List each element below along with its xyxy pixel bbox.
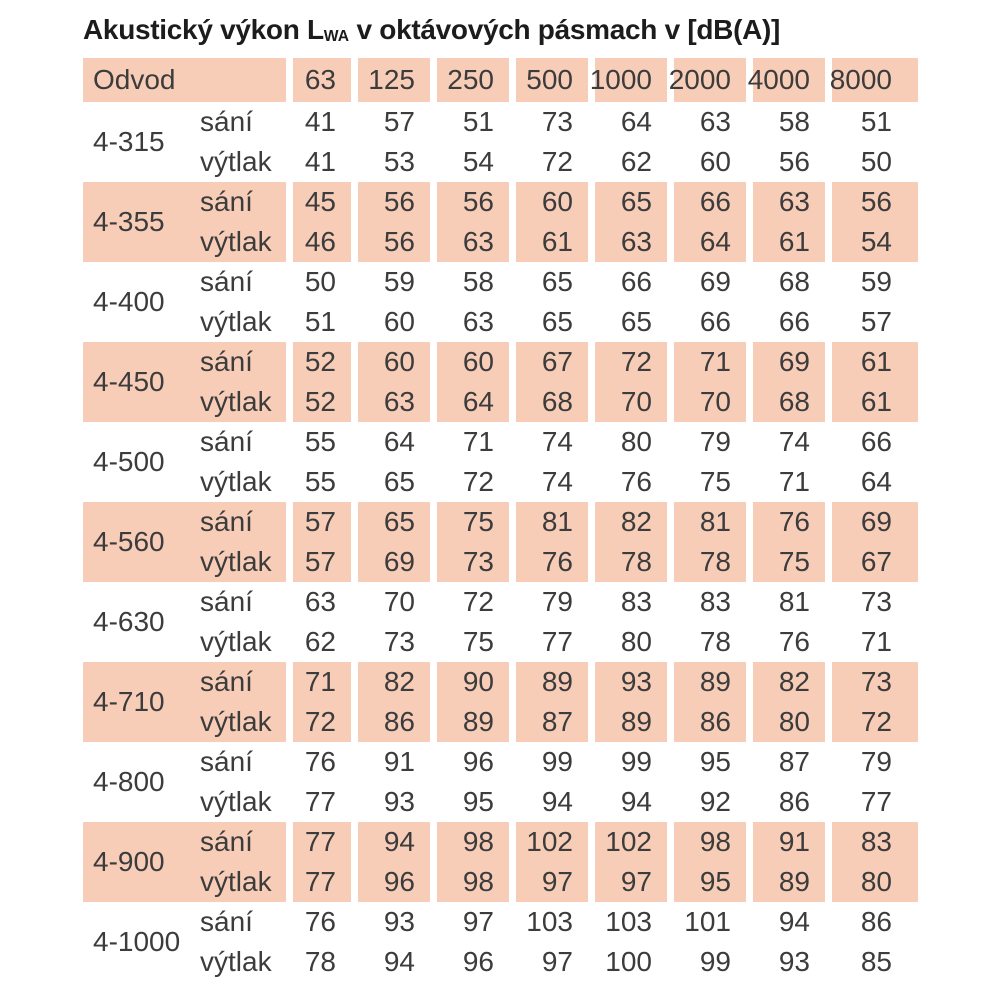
value-cell: 90 (430, 662, 509, 702)
value-cell: 58 (430, 262, 509, 302)
value-cell: 72 (588, 342, 667, 382)
value-cell: 50 (286, 262, 351, 302)
freq-header-cell: 250 (430, 58, 509, 102)
row-type-intake: sání (198, 502, 286, 542)
value-cell: 57 (351, 102, 430, 142)
value-cell: 60 (667, 142, 746, 182)
value-cell: 63 (286, 582, 351, 622)
value-cell: 70 (667, 382, 746, 422)
value-cell: 66 (667, 182, 746, 222)
value-cell: 94 (351, 822, 430, 862)
value-cell: 65 (509, 302, 588, 342)
value-cell: 68 (746, 262, 825, 302)
value-cell: 52 (286, 382, 351, 422)
value-cell: 60 (351, 302, 430, 342)
model-cell: 4-450 (83, 342, 198, 422)
value-cell: 71 (667, 342, 746, 382)
value-cell: 77 (509, 622, 588, 662)
model-cell: 4-800 (83, 742, 198, 822)
value-cell: 63 (430, 302, 509, 342)
value-cell: 87 (509, 702, 588, 742)
value-cell: 86 (667, 702, 746, 742)
value-cell: 95 (667, 742, 746, 782)
value-cell: 75 (430, 502, 509, 542)
value-cell: 60 (509, 182, 588, 222)
value-cell: 81 (667, 502, 746, 542)
value-cell: 75 (430, 622, 509, 662)
value-cell: 63 (588, 222, 667, 262)
value-cell: 72 (430, 582, 509, 622)
model-cell: 4-500 (83, 422, 198, 502)
value-cell: 78 (667, 622, 746, 662)
row-type-intake: sání (198, 262, 286, 302)
value-cell: 82 (351, 662, 430, 702)
row-type-discharge: výtlak (198, 542, 286, 582)
value-cell: 76 (286, 902, 351, 942)
value-cell: 74 (509, 462, 588, 502)
value-cell: 76 (746, 502, 825, 542)
value-cell: 63 (351, 382, 430, 422)
row-type-discharge: výtlak (198, 622, 286, 662)
value-cell: 64 (351, 422, 430, 462)
row-type-intake: sání (198, 582, 286, 622)
value-cell: 61 (746, 222, 825, 262)
model-cell: 4-1000 (83, 902, 198, 982)
value-cell: 76 (509, 542, 588, 582)
freq-header-cell: 500 (509, 58, 588, 102)
value-cell: 83 (825, 822, 918, 862)
value-cell: 62 (588, 142, 667, 182)
value-cell: 73 (430, 542, 509, 582)
value-cell: 64 (430, 382, 509, 422)
value-cell: 81 (746, 582, 825, 622)
value-cell: 58 (746, 102, 825, 142)
value-cell: 57 (825, 302, 918, 342)
value-cell: 46 (286, 222, 351, 262)
value-cell: 79 (825, 742, 918, 782)
value-cell: 64 (825, 462, 918, 502)
value-cell: 65 (588, 302, 667, 342)
value-cell: 86 (825, 902, 918, 942)
row-type-discharge: výtlak (198, 142, 286, 182)
value-cell: 57 (286, 502, 351, 542)
value-cell: 60 (430, 342, 509, 382)
value-cell: 53 (351, 142, 430, 182)
value-cell: 74 (746, 422, 825, 462)
model-cell: 4-900 (83, 822, 198, 902)
value-cell: 65 (588, 182, 667, 222)
value-cell: 92 (667, 782, 746, 822)
value-cell: 61 (825, 342, 918, 382)
row-type-discharge: výtlak (198, 942, 286, 982)
row-type-intake: sání (198, 342, 286, 382)
value-cell: 86 (746, 782, 825, 822)
value-cell: 70 (588, 382, 667, 422)
row-type-intake: sání (198, 742, 286, 782)
value-cell: 66 (667, 302, 746, 342)
acoustic-power-table (83, 58, 918, 982)
value-cell: 50 (825, 142, 918, 182)
value-cell: 72 (286, 702, 351, 742)
row-type-discharge: výtlak (198, 222, 286, 262)
value-cell: 89 (509, 662, 588, 702)
value-cell: 66 (746, 302, 825, 342)
value-cell: 77 (286, 782, 351, 822)
value-cell: 95 (430, 782, 509, 822)
value-cell: 73 (825, 662, 918, 702)
value-cell: 81 (509, 502, 588, 542)
value-cell: 51 (286, 302, 351, 342)
value-cell: 66 (825, 422, 918, 462)
value-cell: 65 (509, 262, 588, 302)
value-cell: 79 (509, 582, 588, 622)
value-cell: 82 (746, 662, 825, 702)
value-cell: 80 (746, 702, 825, 742)
row-type-discharge: výtlak (198, 382, 286, 422)
row-type-discharge: výtlak (198, 302, 286, 342)
model-cell: 4-710 (83, 662, 198, 742)
value-cell: 103 (588, 902, 667, 942)
value-cell: 65 (351, 502, 430, 542)
value-cell: 71 (430, 422, 509, 462)
value-cell: 74 (509, 422, 588, 462)
value-cell: 97 (430, 902, 509, 942)
value-cell: 78 (667, 542, 746, 582)
value-cell: 64 (588, 102, 667, 142)
value-cell: 60 (351, 342, 430, 382)
value-cell: 63 (430, 222, 509, 262)
value-cell: 45 (286, 182, 351, 222)
value-cell: 97 (509, 862, 588, 902)
value-cell: 93 (351, 782, 430, 822)
value-cell: 80 (588, 622, 667, 662)
value-cell: 98 (430, 822, 509, 862)
freq-header-cell: 63 (286, 58, 351, 102)
row-type-intake: sání (198, 102, 286, 142)
value-cell: 59 (825, 262, 918, 302)
row-type-discharge: výtlak (198, 702, 286, 742)
value-cell: 95 (667, 862, 746, 902)
row-type-intake: sání (198, 902, 286, 942)
value-cell: 68 (509, 382, 588, 422)
value-cell: 71 (746, 462, 825, 502)
value-cell: 62 (286, 622, 351, 662)
value-cell: 98 (667, 822, 746, 862)
value-cell: 102 (588, 822, 667, 862)
value-cell: 72 (430, 462, 509, 502)
value-cell: 99 (667, 942, 746, 982)
value-cell: 63 (746, 182, 825, 222)
value-cell: 97 (509, 942, 588, 982)
value-cell: 75 (667, 462, 746, 502)
value-cell: 68 (746, 382, 825, 422)
value-cell: 80 (825, 862, 918, 902)
value-cell: 102 (509, 822, 588, 862)
model-cell: 4-355 (83, 182, 198, 262)
value-cell: 75 (746, 542, 825, 582)
value-cell: 76 (286, 742, 351, 782)
value-cell: 89 (588, 702, 667, 742)
row-type-intake: sání (198, 822, 286, 862)
row-type-discharge: výtlak (198, 862, 286, 902)
value-cell: 94 (588, 782, 667, 822)
value-cell: 89 (430, 702, 509, 742)
value-cell: 91 (746, 822, 825, 862)
value-cell: 61 (825, 382, 918, 422)
value-cell: 87 (746, 742, 825, 782)
value-cell: 52 (286, 342, 351, 382)
model-cell: 4-400 (83, 262, 198, 342)
value-cell: 89 (667, 662, 746, 702)
freq-header-cell: 8000 (825, 58, 918, 102)
value-cell: 72 (509, 142, 588, 182)
value-cell: 73 (351, 622, 430, 662)
value-cell: 61 (509, 222, 588, 262)
value-cell: 96 (430, 942, 509, 982)
value-cell: 56 (351, 182, 430, 222)
model-cell: 4-630 (83, 582, 198, 662)
title-suffix: v oktávových pásmach v [dB(A)] (349, 14, 781, 45)
value-cell: 78 (286, 942, 351, 982)
value-cell: 41 (286, 142, 351, 182)
value-cell: 56 (746, 142, 825, 182)
value-cell: 67 (825, 542, 918, 582)
value-cell: 71 (286, 662, 351, 702)
value-cell: 41 (286, 102, 351, 142)
value-cell: 72 (825, 702, 918, 742)
value-cell: 69 (825, 502, 918, 542)
value-cell: 54 (430, 142, 509, 182)
value-cell: 56 (825, 182, 918, 222)
value-cell: 77 (825, 782, 918, 822)
row-type-discharge: výtlak (198, 462, 286, 502)
value-cell: 78 (588, 542, 667, 582)
freq-header-cell: 125 (351, 58, 430, 102)
value-cell: 96 (351, 862, 430, 902)
value-cell: 85 (825, 942, 918, 982)
value-cell: 99 (509, 742, 588, 782)
value-cell: 55 (286, 462, 351, 502)
row-type-intake: sání (198, 422, 286, 462)
page-title (83, 14, 780, 46)
value-cell: 93 (746, 942, 825, 982)
value-cell: 76 (588, 462, 667, 502)
value-cell: 71 (825, 622, 918, 662)
row-type-discharge: výtlak (198, 782, 286, 822)
value-cell: 86 (351, 702, 430, 742)
value-cell: 51 (825, 102, 918, 142)
value-cell: 94 (509, 782, 588, 822)
value-cell: 66 (588, 262, 667, 302)
model-cell: 4-315 (83, 102, 198, 182)
value-cell: 69 (351, 542, 430, 582)
model-cell: 4-560 (83, 502, 198, 582)
value-cell: 82 (588, 502, 667, 542)
value-cell: 65 (351, 462, 430, 502)
value-cell: 94 (351, 942, 430, 982)
freq-header-cell: 2000 (667, 58, 746, 102)
value-cell: 94 (746, 902, 825, 942)
value-cell: 56 (351, 222, 430, 262)
value-cell: 97 (588, 862, 667, 902)
value-cell: 55 (286, 422, 351, 462)
value-cell: 70 (351, 582, 430, 622)
value-cell: 63 (667, 102, 746, 142)
value-cell: 93 (351, 902, 430, 942)
row-type-intake: sání (198, 182, 286, 222)
value-cell: 67 (509, 342, 588, 382)
value-cell: 80 (588, 422, 667, 462)
value-cell: 100 (588, 942, 667, 982)
value-cell: 101 (667, 902, 746, 942)
value-cell: 103 (509, 902, 588, 942)
title-prefix: Akustický výkon L (83, 14, 324, 45)
value-cell: 79 (667, 422, 746, 462)
value-cell: 89 (746, 862, 825, 902)
value-cell: 93 (588, 662, 667, 702)
value-cell: 69 (667, 262, 746, 302)
freq-header-cell: 1000 (588, 58, 667, 102)
value-cell: 83 (588, 582, 667, 622)
value-cell: 69 (746, 342, 825, 382)
value-cell: 73 (509, 102, 588, 142)
value-cell: 96 (430, 742, 509, 782)
corner-header-cell: Odvod (83, 58, 286, 102)
value-cell: 98 (430, 862, 509, 902)
row-type-intake: sání (198, 662, 286, 702)
value-cell: 51 (430, 102, 509, 142)
freq-header-cell: 4000 (746, 58, 825, 102)
value-cell: 64 (667, 222, 746, 262)
title-subscript: WA (323, 27, 350, 45)
value-cell: 91 (351, 742, 430, 782)
value-cell: 56 (430, 182, 509, 222)
value-cell: 59 (351, 262, 430, 302)
value-cell: 99 (588, 742, 667, 782)
value-cell: 73 (825, 582, 918, 622)
value-cell: 77 (286, 822, 351, 862)
value-cell: 77 (286, 862, 351, 902)
value-cell: 54 (825, 222, 918, 262)
value-cell: 76 (746, 622, 825, 662)
value-cell: 57 (286, 542, 351, 582)
value-cell: 83 (667, 582, 746, 622)
